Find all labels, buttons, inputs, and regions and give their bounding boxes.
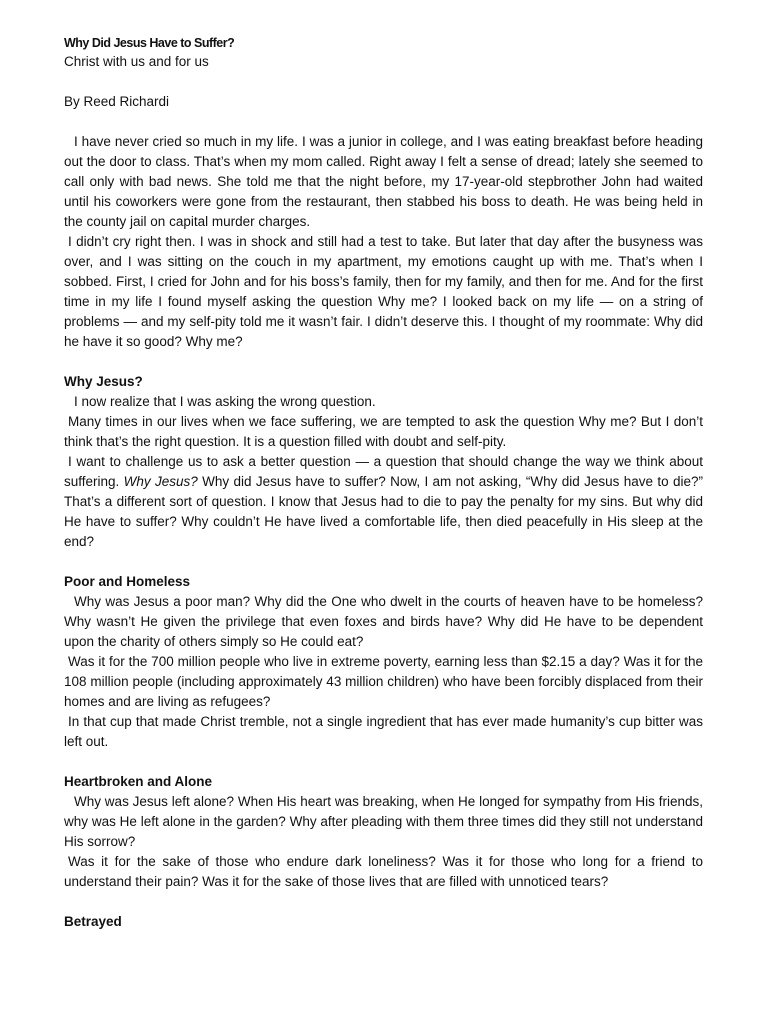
document-subtitle: Christ with us and for us xyxy=(64,54,209,69)
why-jesus-paragraph-1: I now realize that I was asking the wrong question. xyxy=(74,394,376,409)
poor-paragraph-1: Why was Jesus a poor man? Why did the One who dwelt in the courts of heaven have to be homeless? Why wasn’t He given the privilege that even foxes and birds have? Why did He have to be dependent upon the charity of others simply so He could eat? xyxy=(64,594,703,649)
heartbroken-paragraph-1: Why was Jesus left alone? When His heart was breaking, when He longed for sympathy from His friends, why was He left alone in the garden? Why after pleading with them three times did they still not understand His sorrow? xyxy=(64,794,703,849)
poor-paragraph-3: In that cup that made Christ tremble, not a single ingredient that has ever made humanity’s cup bitter was left out. xyxy=(64,714,703,749)
why-jesus-p3-start: I want to challenge us to ask a better question — a question that should change the way we think about suffering. xyxy=(64,454,703,489)
intro-paragraph-2: I didn’t cry right then. I was in shock and still had a test to take. But later that day after the busyness was over, and I was sitting on the couch in my apartment, my emotions caught up with me. That’s when I sobbed. First, I cried for John and for his boss’s family, then for my family, and then for me. And for the first time in my life I found myself asking the question Why me? I looked back on my life — on a string of problems — and my self-pity told me it wasn’t fair. I didn’t deserve this. I thought of my roommate: Why did he have it so good? Why me? xyxy=(64,234,703,349)
section-heading-why-jesus: Why Jesus? xyxy=(64,374,143,389)
section-heading-heartbroken: Heartbroken and Alone xyxy=(64,774,213,789)
poor-paragraph-2: Was it for the 700 million people who live in extreme poverty, earning less than $2.15 a day? Was it for the 108 million people (including approximately 43 million children) who have been forcibly displaced from their homes and are living as refugees? xyxy=(64,654,703,709)
section-heading-poor-homeless: Poor and Homeless xyxy=(64,574,191,589)
why-jesus-emphasis: Why Jesus? xyxy=(123,474,198,489)
section-heading-betrayed: Betrayed xyxy=(64,914,122,929)
why-jesus-paragraph-3 xyxy=(64,452,703,552)
document-page xyxy=(64,34,703,932)
byline: By Reed Richardi xyxy=(64,94,170,109)
intro-paragraph-1: I have never cried so much in my life. I was a junior in college, and I was eating breakfast before heading out the door to class. That’s when my mom called. Right away I felt a sense of dread; lately she seemed to call only with bad news. She told me that the night before, my 17-year-old stepbrother John had waited until his coworkers were gone from the restaurant, then stabbed his boss to death. He was being held in the county jail on capital murder charges. xyxy=(64,134,703,229)
heartbroken-paragraph-2: Was it for the sake of those who endure dark loneliness? Was it for those who long for a friend to understand their pain? Was it for the sake of those lives that are filled with unnoticed tears? xyxy=(64,854,703,889)
why-jesus-paragraph-2: Many times in our lives when we face suffering, we are tempted to ask the question Why me? But I don’t think that’s the right question. It is a question filled with doubt and self-pity. xyxy=(64,414,703,449)
document-title: Why Did Jesus Have to Suffer? xyxy=(64,36,235,50)
why-jesus-p3-end: Why did Jesus have to suffer? Now, I am not asking, “Why did Jesus have to die?” That’s a different sort of question. I know that Jesus had to die to pay the penalty for my sins. But why did He have to suffer? Why couldn’t He have lived a comfortable life, then died peacefully in His sleep at the end? xyxy=(64,474,703,549)
